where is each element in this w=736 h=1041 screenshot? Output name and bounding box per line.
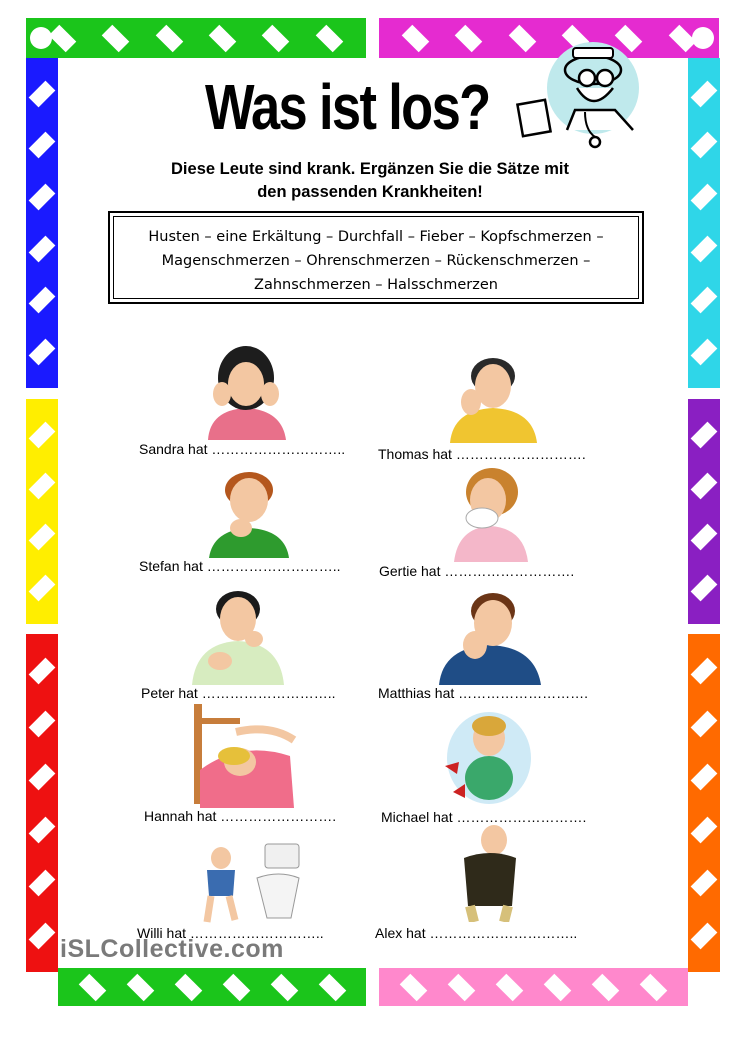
sentence-gertie[interactable]: Gertie hat ……………………….	[379, 563, 575, 579]
hannah-illustration	[190, 700, 300, 808]
sentence-michael[interactable]: Michael hat ……………………….	[381, 809, 587, 825]
word-list-line: Husten – eine Erkältung – Durchfall – Fieber – Kopfschmerzen –	[148, 229, 604, 245]
border-right-cyan	[688, 58, 720, 388]
michael-illustration	[443, 706, 533, 806]
sandra-illustration	[200, 340, 292, 440]
border-left-red	[26, 634, 58, 972]
border-corner-dot	[30, 27, 52, 49]
willi-illustration	[195, 840, 305, 925]
border-right-orange	[688, 634, 720, 972]
sentence-hannah[interactable]: Hannah hat …………………….	[144, 808, 337, 824]
word-list-line: Zahnschmerzen – Halsschmerzen	[254, 277, 498, 293]
word-box	[108, 211, 644, 304]
thomas-illustration	[445, 348, 540, 443]
page-title: Was ist los?	[205, 71, 490, 143]
border-bottom-green	[58, 968, 366, 1006]
sentence-willi[interactable]: Willi hat ………………………..	[137, 925, 324, 941]
peter-illustration	[188, 585, 288, 685]
sentence-matthias[interactable]: Matthias hat ……………………….	[378, 685, 589, 701]
border-top-green	[26, 18, 366, 58]
word-list-line: Magenschmerzen – Ohrenschmerzen – Rückenschmerzen –	[161, 253, 591, 269]
border-left-blue	[26, 58, 58, 388]
border-corner-dot	[693, 975, 715, 997]
border-left-yellow	[26, 399, 58, 624]
border-right-purple	[688, 399, 720, 624]
word-list	[110, 225, 642, 297]
instruction-line: den passenden Krankheiten!	[257, 183, 483, 201]
stefan-illustration	[205, 462, 293, 558]
doctor-illustration	[515, 30, 645, 150]
gertie-illustration	[448, 462, 532, 562]
sentence-stefan[interactable]: Stefan hat ………………………..	[139, 558, 341, 574]
border-bottom-pink	[379, 968, 688, 1006]
sentence-peter[interactable]: Peter hat ………………………..	[141, 685, 336, 701]
sentence-alex[interactable]: Alex hat …………………………..	[375, 925, 578, 941]
matthias-illustration	[435, 585, 545, 685]
sentence-sandra[interactable]: Sandra hat ………………………..	[139, 441, 346, 457]
instruction-line: Diese Leute sind krank. Ergänzen Sie die Sätze mit	[171, 160, 569, 178]
border-corner-dot	[692, 27, 714, 49]
sentence-thomas[interactable]: Thomas hat ……………………….	[378, 446, 586, 462]
instruction-text	[110, 158, 630, 204]
watermark: iSLCollective.com	[60, 935, 284, 963]
border-corner-dot	[31, 975, 53, 997]
alex-illustration	[450, 822, 530, 922]
